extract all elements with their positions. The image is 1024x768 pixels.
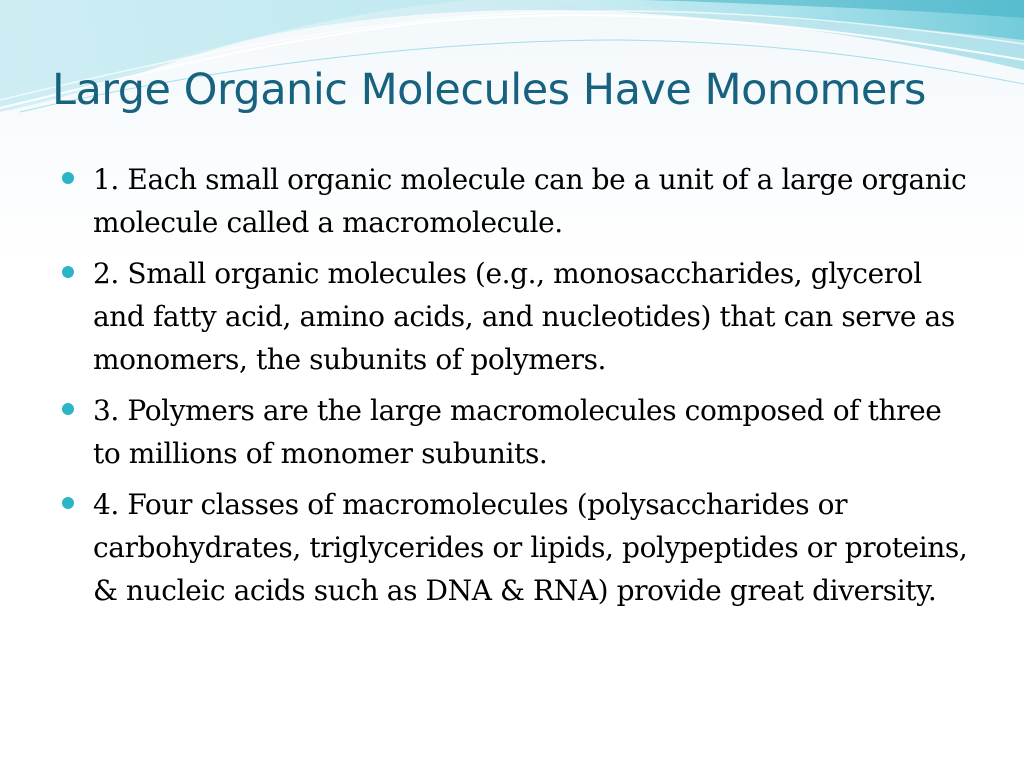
bullet-text: 2. Small organic molecules (e.g., monosaccharides, glycerol and fatty acid, amino acids, and nucleotides) that can serve as monomers, the subunits of polymers. xyxy=(93,257,955,376)
bullet-list xyxy=(62,158,972,620)
bullet-text: 4. Four classes of macromolecules (polysaccharides or carbohydrates, triglycerides or lipids, polypeptides or proteins, & nucleic acids such as DNA & RNA) provide great diversity. xyxy=(93,488,968,607)
bullet-text: 1. Each small organic molecule can be a unit of a large organic molecule called a macromolecule. xyxy=(93,163,967,239)
bullet-item xyxy=(62,252,972,381)
slide-title: Large Organic Molecules Have Monomers xyxy=(52,65,926,115)
bullet-dot-icon xyxy=(62,266,74,278)
bullet-item xyxy=(62,483,972,612)
bullet-dot-icon xyxy=(62,172,74,184)
bullet-text: 3. Polymers are the large macromolecules composed of three to millions of monomer subunits. xyxy=(93,394,942,470)
bullet-item xyxy=(62,158,972,244)
bullet-dot-icon xyxy=(62,497,74,509)
bullet-dot-icon xyxy=(62,403,74,415)
bullet-item xyxy=(62,389,972,475)
